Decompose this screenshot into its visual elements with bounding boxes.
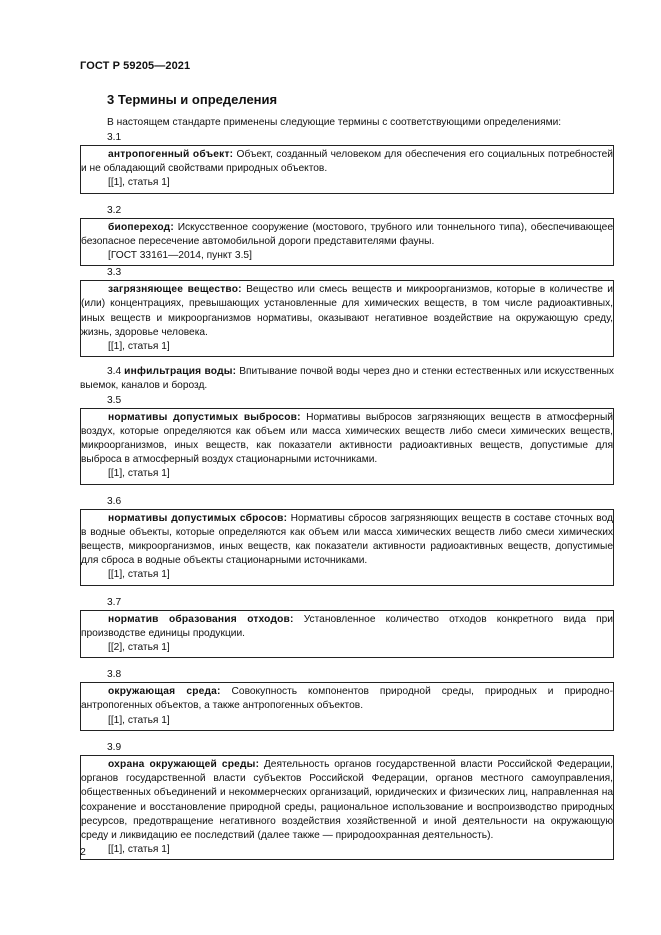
term-number: 3.7 (107, 596, 122, 608)
term-definition (81, 148, 613, 176)
term-number: 3.2 (107, 204, 122, 216)
term-source: [[1], статья 1] (108, 844, 170, 856)
term-box (80, 145, 614, 194)
term-name: окружающая среда: (108, 686, 221, 698)
term-definition (81, 283, 613, 340)
term-name: нормативы допустимых выбросов: (108, 411, 301, 423)
term-number: 3.1 (107, 132, 122, 143)
term-box (80, 610, 614, 659)
term-source: [[2], статья 1] (108, 642, 170, 654)
term-definition (81, 512, 613, 569)
term-definition (81, 685, 613, 713)
term-name: антропогенный объект: (108, 149, 234, 160)
term-definition (81, 411, 613, 468)
term-number: 3.6 (107, 495, 122, 507)
term-text: Совокупность компонентов природной среды, природных и природно-антропогенных объектов, а также антропогенных объектов. (81, 686, 613, 712)
term-number: 3.3 (107, 267, 122, 279)
term-box (80, 755, 614, 860)
term-number: 3.8 (107, 669, 122, 681)
term-text: Нормативы сбросов загрязняющих веществ в составе сточных вод в водные объекты, которые определяются как объем или масса химических веществ либо смеси химических веществ, микроорганизмов, иных веществ, как показатели активности радиоактивных веществ, допустимые для сброса в водные объекты стационарными источниками. (81, 512, 613, 567)
term-box (80, 218, 614, 267)
term-box (80, 682, 614, 731)
term-source: [[1], статья 1] (108, 569, 170, 581)
term-source: [[1], статья 1] (108, 177, 170, 189)
term-source: [ГОСТ 33161—2014, пункт 3.5] (108, 250, 252, 262)
term-name: охрана окружающей среды: (108, 758, 260, 770)
term-number: 3.9 (107, 741, 122, 753)
term-number: 3.4 (107, 366, 122, 378)
term-name: нормативы допустимых сбросов: (108, 512, 288, 524)
term-source: [[1], статья 1] (108, 341, 170, 353)
term-text: Объект, созданный человеком для обеспечения его социальных потребностей и не обладающий свойствами природных объектов. (81, 149, 613, 175)
term-text: Нормативы выбросов загрязняющих веществ в атмосферный воздух, которые определяются как объем или масса химических веществ либо смеси химических веществ, микроорганизмов, иных веществ, как показатели активности радиоактивных веществ, допустимые для выброса в атмосферный воздух стационарными источниками. (81, 411, 613, 466)
term-box (80, 509, 614, 586)
term-box (80, 408, 614, 485)
term-text: Установленное количество отходов конкретного вида при производстве единицы продукции. (81, 613, 613, 639)
page-number: 2 (80, 846, 86, 858)
term-definition (81, 758, 613, 843)
term-number: 3.5 (107, 394, 122, 406)
term-definition (80, 365, 614, 393)
term-box (80, 280, 614, 357)
intro-text: В настоящем стандарте применены следующие термины с соответствующими определениями: (107, 117, 562, 128)
term-text: Искусственное сооружение (мостового, трубного или тоннельного типа), обеспечивающее безопасное пересечение автомобильной дороги представителями фауны. (81, 221, 613, 247)
term-source: [[1], статья 1] (108, 714, 170, 726)
term-name: инфильтрация воды: (124, 366, 237, 378)
term-text: Вещество или смесь веществ и микроорганизмов, которые в количестве и (или) концентрациях, превышающих установленные для химических веществ, в том числе радиоактивных, иных веществ и микроорганизмов нормативы, оказывают негативное воздействие на окружающую среду, жизнь, здоровье человека. (81, 284, 613, 338)
section-title: 3 Термины и определения (107, 92, 278, 107)
document-header: ГОСТ Р 59205—2021 (80, 60, 191, 72)
term-name: загрязняющее вещество: (108, 284, 242, 296)
term-text: Впитывание почвой воды через дно и стенки естественных или искусственных выемок, каналов и борозд. (80, 366, 614, 392)
term-plain (80, 365, 614, 393)
term-name: норматив образования отходов: (108, 613, 294, 625)
term-text: Деятельность органов государственной власти Российской Федерации, органов государственной власти субъектов Российской Федерации, органов местного самоуправления, общественных объединений и некоммерческих организаций, юридических и физических лиц, направленная на сохранение и восстановление природной среды, рациональное использование и воспроизводство природных ресурсов, предотвращение негативного воздействия хозяйственной и иной деятельности на окружающую среду и ликвидацию ее последствий (далее также — природоохранная деятельность). (81, 758, 613, 841)
term-definition (81, 221, 613, 249)
term-definition (81, 613, 613, 641)
term-source: [[1], статья 1] (108, 468, 170, 480)
term-name: биопереход: (108, 221, 174, 233)
terms-list (80, 131, 614, 860)
